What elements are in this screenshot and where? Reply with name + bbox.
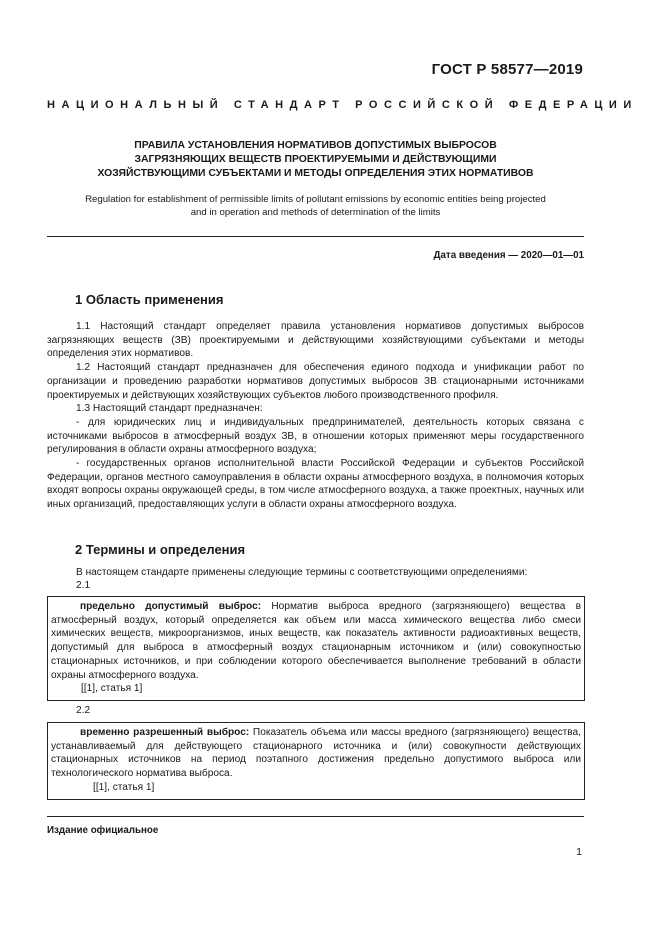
intro-date: Дата введения — 2020—01—01 — [433, 250, 584, 261]
title-en-line: and in operation and methods of determination of the limits — [190, 207, 441, 218]
list-item: - для юридических лиц и индивидуальных предпринимателей, деятельность которых связана с источниками выбросов в атмосферный воздух ЗВ, в отношении которых применяют меры государственного регулирования в области охраны атмосферного воздуха; — [47, 416, 584, 456]
term-definition-box — [47, 596, 585, 701]
term-reference: [[1], статья 1] — [93, 781, 155, 793]
section-scope-body — [47, 320, 584, 512]
term-name: временно разрешенный выброс: — [80, 727, 250, 738]
term-definition-box — [47, 722, 585, 800]
paragraph: В настоящем стандарте применены следующие термины с соответствующими определениями: — [76, 567, 528, 578]
title-english — [47, 193, 584, 219]
term-definition: Норматив выброса вредного (загрязняющего) вещества в атмосферный воздух, который определяется как объем или масса химического вещества либо смеси химических веществ, микроорганизмов, иных веществ, как показатель активности радиоактивных веществ, допустимый для выброса в атмосферный воздух стационарным источником и (или) совокупностью стационарных источников, и при соблюдении которого обеспечивается выполнение требований в области охраны атмосферного воздуха. — [51, 601, 581, 681]
footer-divider — [47, 816, 584, 817]
term-name: предельно допустимый выброс: — [80, 601, 262, 612]
section-heading-terms: 2 Термины и определения — [75, 542, 246, 557]
list-item: - государственных органов исполнительной власти Российской Федерации и субъектов Российской Федерации, органов местного самоуправления в области охраны атмосферного воздуха, в полномочия которых входят вопросы охраны окружающей среды, в том числе атмосферного воздуха, а также проектных, научных или иных организаций, предоставляющих услуги в области охраны атмосферного воздуха. — [47, 458, 584, 511]
title-ru-line: ЗАГРЯЗНЯЮЩИХ ВЕЩЕСТВ ПРОЕКТИРУЕМЫМИ И ДЕЙСТВУЮЩИМИ — [134, 154, 497, 165]
header-divider — [47, 236, 584, 237]
section-heading-scope: 1 Область применения — [75, 292, 224, 307]
title-russian — [47, 139, 584, 181]
title-en-line: Regulation for establishment of permissible limits of pollutant emissions by economic entities being projected — [85, 194, 546, 205]
paragraph: 1.3 Настоящий стандарт предназначен: — [76, 403, 263, 415]
term-paragraph — [51, 600, 581, 682]
title-ru-line: ХОЗЯЙСТВУЮЩИМИ СУБЪЕКТАМИ И МЕТОДЫ ОПРЕДЕЛЕНИЯ ЭТИХ НОРМАТИВОВ — [97, 168, 534, 179]
official-edition-label: Издание официальное — [47, 825, 159, 836]
term-paragraph — [51, 726, 581, 781]
term-number: 2.2 — [76, 705, 91, 716]
national-standard-banner: НАЦИОНАЛЬНЫЙ СТАНДАРТ РОССИЙСКОЙ ФЕДЕРАЦИИ — [47, 99, 638, 111]
term-number: 2.1 — [76, 580, 91, 591]
paragraph: 1.2 Настоящий стандарт предназначен для обеспечения единого подхода и унификации работ по организации и проведению разработки нормативов допустимых выбросов ЗВ стационарными источниками проектируемых и действующих хозяйствующих субъектов любого производственного профиля. — [47, 362, 584, 401]
paragraph: 1.1 Настоящий стандарт определяет правила установления нормативов допустимых выбросов загрязняющих веществ (ЗВ) проектируемыми и действующими хозяйствующими субъектами и методы определения этих нормативов. — [47, 321, 584, 360]
term-definition: Показатель объема или массы вредного (загрязняющего) вещества, устанавливаемый для действующего стационарного источника и (или) совокупности действующих стационарных источников на период поэтапного достижения предельно допустимого выброса или технологического норматива выброса. — [51, 727, 581, 780]
page-number: 1 — [576, 846, 582, 858]
title-ru-line: ПРАВИЛА УСТАНОВЛЕНИЯ НОРМАТИВОВ ДОПУСТИМЫХ ВЫБРОСОВ — [134, 140, 497, 151]
terms-intro — [47, 566, 584, 580]
gost-number: ГОСТ Р 58577—2019 — [431, 61, 583, 78]
term-reference: [[1], статья 1] — [81, 683, 143, 695]
